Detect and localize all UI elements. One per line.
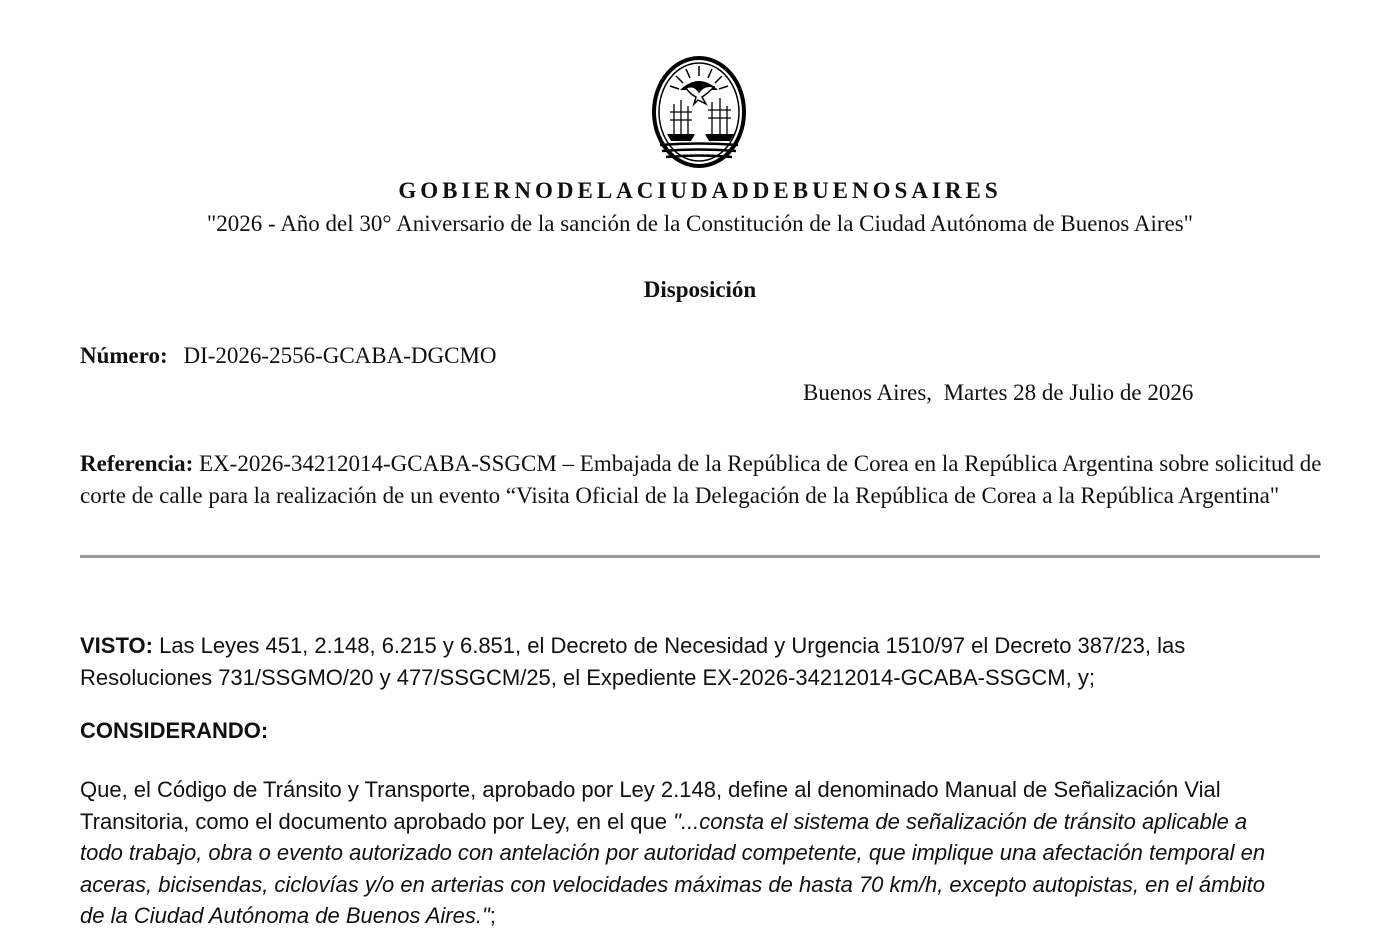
date-place: Buenos Aires, [803, 380, 933, 405]
reference-paragraph [80, 448, 1325, 512]
date-line [803, 380, 1193, 406]
reference-label: Referencia: [80, 451, 194, 476]
considerando-paragraph [80, 774, 1270, 932]
government-title: GOBIERNODELACIUDADDEBUENOSAIRES [398, 178, 1002, 203]
number-label: Número: [80, 343, 168, 368]
paragraph-text: Que, el Código de Tránsito y Transporte, aprobado por Ley 2.148, define al denominado Manual de Señalización Vial Transitoria, como el documento aprobado por Ley, en el que [80, 777, 1221, 834]
reference-text: EX-2026-34212014-GCABA-SSGCM – Embajada de la República de Corea en la República Argentina sobre solicitud de corte de calle para la realización de un evento “Visita Oficial de la Delegación de la República de Corea a la República Argentina" [80, 451, 1322, 508]
considerando-heading: CONSIDERANDO: [80, 718, 269, 743]
paragraph-end: ; [489, 903, 496, 928]
date-value: Martes 28 de Julio de 2026 [943, 380, 1194, 405]
paragraph-quote: "...consta el sistema de señalización de tránsito aplicable a todo trabajo, obra o evento autorizado con antelación por autoridad competente, que implique una afectación temporal en aceras, bicisendas, ciclovías y/o en arterias con velocidades máximas de hasta 70 km/h, excepto autopistas, en el ámbito de la Ciudad Autónoma de Buenos Aires." [80, 808, 1266, 928]
document-type-heading: Disposición [643, 277, 757, 302]
document-number-row [80, 343, 497, 369]
number-value: DI-2026-2556-GCABA-DGCMO [183, 343, 497, 368]
visto-label: VISTO: [80, 633, 153, 658]
buenos-aires-coat-of-arms-icon [650, 54, 748, 170]
visto-paragraph [80, 630, 1270, 694]
visto-text: Las Leyes 451, 2.148, 6.215 y 6.851, el Decreto de Necesidad y Urgencia 1510/97 el Decreto 387/23, las Resoluciones 731/SSGMO/20 y 477/SSGCM/25, el Expediente EX-2026-34212014-GCABA-SSGCM, y; [80, 633, 1186, 690]
year-motto: "2026 - Año del 30° Aniversario de la sanción de la Constitución de la Ciudad Autónoma de Buenos Aires" [206, 211, 1194, 236]
horizontal-divider [80, 555, 1320, 558]
